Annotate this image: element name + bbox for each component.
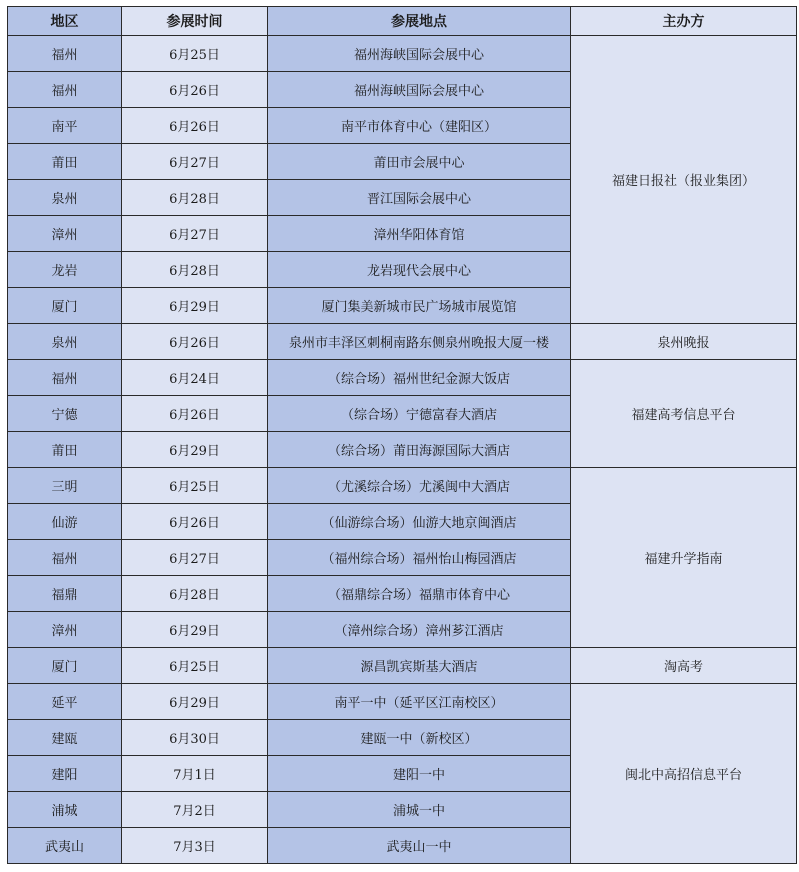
cell-date: 6月26日 bbox=[122, 72, 268, 108]
cell-region: 漳州 bbox=[8, 612, 122, 648]
cell-region: 莆田 bbox=[8, 432, 122, 468]
cell-venue: 厦门集美新城市民广场城市展览馆 bbox=[268, 288, 571, 324]
cell-date: 7月3日 bbox=[122, 828, 268, 864]
cell-region: 宁德 bbox=[8, 396, 122, 432]
cell-venue: 龙岩现代会展中心 bbox=[268, 252, 571, 288]
cell-venue: 福州海峡国际会展中心 bbox=[268, 36, 571, 72]
cell-region: 泉州 bbox=[8, 324, 122, 360]
cell-venue: （综合场）宁德富春大酒店 bbox=[268, 396, 571, 432]
cell-region: 仙游 bbox=[8, 504, 122, 540]
table-row bbox=[8, 468, 797, 504]
cell-organizer: 福建高考信息平台 bbox=[571, 360, 797, 468]
cell-organizer: 泉州晚报 bbox=[571, 324, 797, 360]
cell-date: 7月2日 bbox=[122, 792, 268, 828]
cell-date: 6月27日 bbox=[122, 540, 268, 576]
header-venue: 参展地点 bbox=[268, 7, 571, 36]
cell-venue: 漳州华阳体育馆 bbox=[268, 216, 571, 252]
cell-date: 6月28日 bbox=[122, 576, 268, 612]
header-date: 参展时间 bbox=[122, 7, 268, 36]
cell-region: 浦城 bbox=[8, 792, 122, 828]
cell-venue: （仙游综合场）仙游大地京闽酒店 bbox=[268, 504, 571, 540]
cell-date: 6月26日 bbox=[122, 324, 268, 360]
cell-date: 6月28日 bbox=[122, 180, 268, 216]
cell-date: 6月26日 bbox=[122, 396, 268, 432]
cell-region: 三明 bbox=[8, 468, 122, 504]
cell-region: 福州 bbox=[8, 72, 122, 108]
cell-region: 福州 bbox=[8, 360, 122, 396]
table-row bbox=[8, 360, 797, 396]
cell-region: 武夷山 bbox=[8, 828, 122, 864]
table-row bbox=[8, 684, 797, 720]
cell-venue: 泉州市丰泽区刺桐南路东侧泉州晚报大厦一楼 bbox=[268, 324, 571, 360]
exhibition-schedule-table bbox=[7, 6, 797, 864]
cell-region: 福州 bbox=[8, 540, 122, 576]
cell-venue: 浦城一中 bbox=[268, 792, 571, 828]
cell-date: 6月24日 bbox=[122, 360, 268, 396]
cell-venue: （尤溪综合场）尤溪闽中大酒店 bbox=[268, 468, 571, 504]
cell-date: 6月29日 bbox=[122, 612, 268, 648]
cell-region: 建瓯 bbox=[8, 720, 122, 756]
cell-venue: 莆田市会展中心 bbox=[268, 144, 571, 180]
cell-date: 6月28日 bbox=[122, 252, 268, 288]
cell-date: 6月25日 bbox=[122, 468, 268, 504]
table-body bbox=[8, 36, 797, 864]
cell-venue: 建瓯一中（新校区） bbox=[268, 720, 571, 756]
cell-region: 建阳 bbox=[8, 756, 122, 792]
cell-date: 6月29日 bbox=[122, 432, 268, 468]
cell-region: 厦门 bbox=[8, 648, 122, 684]
cell-organizer: 福建日报社（报业集团） bbox=[571, 36, 797, 324]
cell-region: 莆田 bbox=[8, 144, 122, 180]
table-header-row bbox=[8, 7, 797, 36]
cell-venue: 南平一中（延平区江南校区） bbox=[268, 684, 571, 720]
cell-organizer: 闽北中高招信息平台 bbox=[571, 684, 797, 864]
cell-region: 福鼎 bbox=[8, 576, 122, 612]
cell-venue: （福州综合场）福州怡山梅园酒店 bbox=[268, 540, 571, 576]
cell-date: 6月27日 bbox=[122, 144, 268, 180]
cell-venue: （福鼎综合场）福鼎市体育中心 bbox=[268, 576, 571, 612]
cell-region: 漳州 bbox=[8, 216, 122, 252]
cell-region: 厦门 bbox=[8, 288, 122, 324]
cell-venue: 南平市体育中心（建阳区） bbox=[268, 108, 571, 144]
cell-date: 6月26日 bbox=[122, 108, 268, 144]
cell-venue: （综合场）福州世纪金源大饭店 bbox=[268, 360, 571, 396]
cell-date: 6月26日 bbox=[122, 504, 268, 540]
cell-venue: 晋江国际会展中心 bbox=[268, 180, 571, 216]
cell-venue: 建阳一中 bbox=[268, 756, 571, 792]
cell-region: 泉州 bbox=[8, 180, 122, 216]
cell-date: 6月30日 bbox=[122, 720, 268, 756]
cell-organizer: 福建升学指南 bbox=[571, 468, 797, 648]
cell-date: 6月25日 bbox=[122, 36, 268, 72]
cell-date: 6月29日 bbox=[122, 684, 268, 720]
table-row bbox=[8, 324, 797, 360]
cell-date: 6月29日 bbox=[122, 288, 268, 324]
cell-date: 7月1日 bbox=[122, 756, 268, 792]
cell-region: 福州 bbox=[8, 36, 122, 72]
cell-venue: （漳州综合场）漳州芗江酒店 bbox=[268, 612, 571, 648]
cell-region: 延平 bbox=[8, 684, 122, 720]
cell-venue: 武夷山一中 bbox=[268, 828, 571, 864]
cell-region: 龙岩 bbox=[8, 252, 122, 288]
cell-region: 南平 bbox=[8, 108, 122, 144]
cell-date: 6月25日 bbox=[122, 648, 268, 684]
table-row bbox=[8, 36, 797, 72]
header-region: 地区 bbox=[8, 7, 122, 36]
cell-date: 6月27日 bbox=[122, 216, 268, 252]
header-organizer: 主办方 bbox=[571, 7, 797, 36]
cell-venue: （综合场）莆田海源国际大酒店 bbox=[268, 432, 571, 468]
cell-venue: 源昌凯宾斯基大酒店 bbox=[268, 648, 571, 684]
table-row bbox=[8, 648, 797, 684]
cell-venue: 福州海峡国际会展中心 bbox=[268, 72, 571, 108]
cell-organizer: 淘高考 bbox=[571, 648, 797, 684]
